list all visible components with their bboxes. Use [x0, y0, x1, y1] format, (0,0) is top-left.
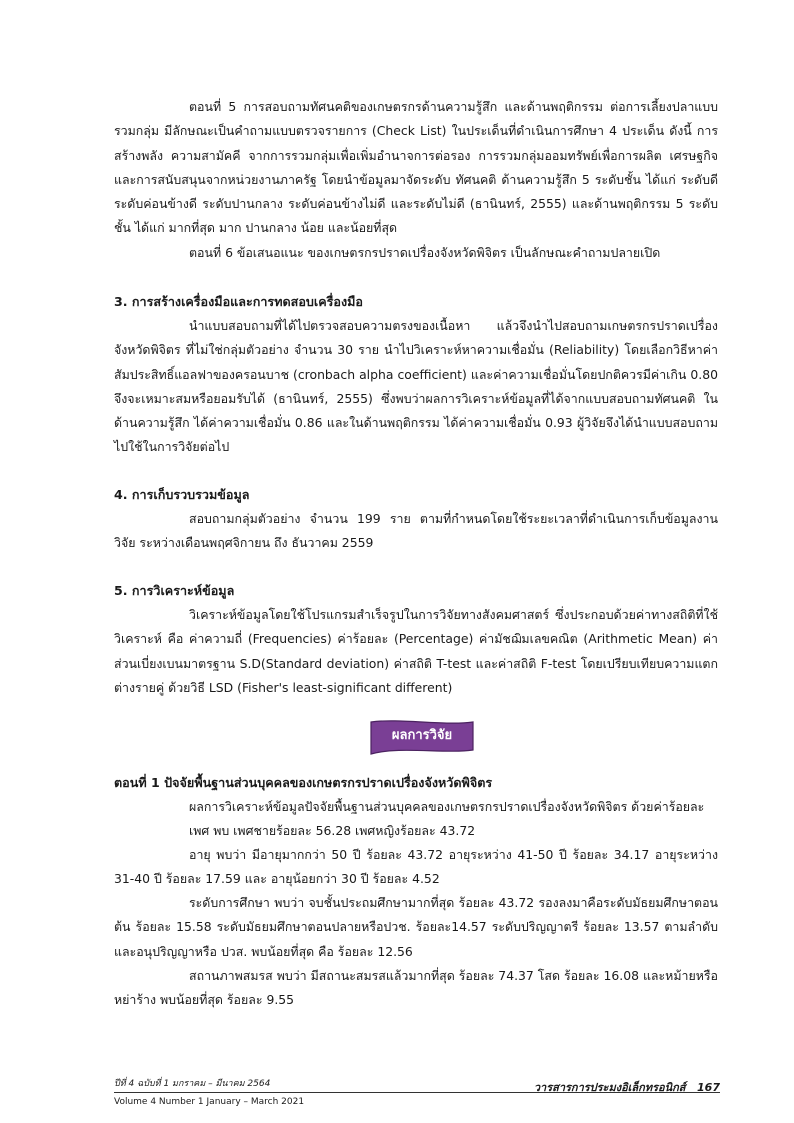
banner-label: ผลการวิจัย	[391, 728, 453, 743]
footer-journal	[534, 1080, 720, 1096]
section3-heading: 3. การสร้างเครื่องมือและการทดสอบเครื่องมือ	[114, 294, 363, 309]
section4-heading: 4. การเก็บรวบรวมข้อมูล	[114, 487, 250, 502]
part5-paragraph: ตอนที่ 5 การสอบถามทัศนคติของเกษตรกรด้านความรู้สึก และด้านพฤติกรรม ต่อการเลี้ยงปลาแบบรวมกลุ่ม มีลักษณะเป็นคำถามแบบตรวจรายการ (Check List) ในประเด็นที่ดำเนินการศึกษา 4 ประเด็น ดังนี้ การสร้างพลัง ความสามัคคี จากการรวมกลุ่มเพื่อเพิ่มอำนาจการต่อรอง การรวมกลุ่มออมทรัพย์เพื่อการผลิต เศรษฐกิจ และการสนับสนุนจากหน่วยงานภาครัฐ โดยนำข้อมูลมาจัดระดับ ทัศนคติ ด้านความรู้สึก 5 ระดับชั้น ได้แก่ ระดับดี ระดับค่อนข้างดี ระดับปานกลาง ระดับค่อนข้างไม่ดี และระดับไม่ดี (ธานินทร์, 2555) และด้านพฤติกรรม 5 ระดับชั้น ได้แก่ มากที่สุด มาก ปานกลาง น้อย และน้อยที่สุด	[114, 99, 718, 236]
page-number: 167	[697, 1081, 720, 1094]
result1-age: อายุ พบว่า มีอายุมากกว่า 50 ปี ร้อยละ 43.72 อายุระหว่าง 41-50 ปี ร้อยละ 34.17 อายุระหว่าง 31-40 ปี ร้อยละ 17.59 และ อายุน้อยกว่า 30 ปี ร้อยละ 4.52	[114, 847, 718, 887]
result1-marital: สถานภาพสมรส พบว่า มีสถานะสมรสแล้วมากที่สุด ร้อยละ 74.37 โสด ร้อยละ 16.08 และหม้ายหรือหย่าร้าง พบน้อยที่สุด ร้อยละ 9.55	[114, 968, 718, 1008]
result1-intro: ผลการวิเคราะห์ข้อมูลปัจจัยพื้นฐานส่วนบุคคลของเกษตรกรปราดเปรื่องจังหวัดพิจิตร ด้วยค่าร้อยละ	[189, 799, 705, 814]
section5-heading: 5. การวิเคราะห์ข้อมูล	[114, 583, 235, 598]
footer-issue-english: Volume 4 Number 1 January – March 2021	[114, 1097, 305, 1107]
section5-paragraph: วิเคราะห์ข้อมูลโดยใช้โปรแกรมสำเร็จรูปในการวิจัยทางสังคมศาสตร์ ซึ่งประกอบด้วยค่าทางสถิติที่ใช้วิเคราะห์ คือ ค่าความถี่ (Frequencies) ค่าร้อยละ (Percentage) ค่ามัชฌิมเลขคณิต (Arithmetic Mean) ค่าส่วนเบี่ยงเบนมาตรฐาน S.D(Standard deviation) ค่าสถิติ T-test และค่าสถิติ F-test โดยเปรียบเทียบความแตกต่างรายคู่ ด้วยวิธี LSD (Fisher's least-significant different)	[114, 607, 718, 695]
section3-paragraph: นำแบบสอบถามที่ได้ไปตรวจสอบความตรงของเนื้อหา แล้วจึงนำไปสอบถามเกษตรกรปราดเปรื่องจังหวัดพิจิตร ที่ไม่ใช่กลุ่มตัวอย่าง จำนวน 30 ราย นำไปวิเคราะห์หาความเชื่อมั่น (Reliability) โดยเลือกวิธีหาค่าสัมประสิทธิ์แอลฟาของครอนบาช (cronbach alpha coefficient) และค่าความเชื่อมั่นโดยปกติควรมีค่าเกิน 0.80 จึงจะเหมาะสมหรือยอมรับได้ (ธานินทร์, 2555) ซึ่งพบว่าผลการวิเคราะห์ข้อมูลที่ได้จากแบบสอบถามทัศนคติ ในด้านความรู้สึก ได้ค่าความเชื่อมั่น 0.86 และในด้านพฤติกรรม ได้ค่าความเชื่อมั่น 0.93 ผู้วิจัยจึงได้นำแบบสอบถามไปใช้ในการวิจัยต่อไป	[114, 318, 718, 455]
result1-gender: เพศ พบ เพศชายร้อยละ 56.28 เพศหญิงร้อยละ 43.72	[189, 823, 476, 838]
section4-paragraph: สอบถามกลุ่มตัวอย่าง จำนวน 199 ราย ตามที่กำหนดโดยใช้ระยะเวลาที่ดำเนินการเก็บข้อมูลงานวิจัย ระหว่างเดือนพฤศจิกายน ถึง ธันวาคม 2559	[114, 511, 718, 551]
result1-heading: ตอนที่ 1 ปัจจัยพื้นฐานส่วนบุคคลของเกษตรกรปราดเปรื่องจังหวัดพิจิตร	[114, 775, 493, 790]
part6-paragraph: ตอนที่ 6 ข้อเสนอแนะ ของเกษตรกรปราดเปรื่องจังหวัดพิจิตร เป็นลักษณะคำถามปลายเปิด	[189, 245, 661, 260]
journal-name: วารสารการประมงอิเล็กทรอนิกส์	[533, 1081, 686, 1094]
footer-issue-thai: ปีที่ 4 ฉบับที่ 1 มกราคม – มีนาคม 2564	[114, 1079, 271, 1089]
result1-education: ระดับการศึกษา พบว่า จบชั้นประถมศึกษามากที่สุด ร้อยละ 43.72 รองลงมาคือระดับมัธยมศึกษาตอนต้น ร้อยละ 15.58 ระดับมัธยมศึกษาตอนปลายหรือปวช. ร้อยละ14.57 ระดับปริญญาตรี ร้อยละ 13.57 ตามลำดับ และอนุปริญญาหรือ ปวส. พบน้อยที่สุด คือ ร้อยละ 12.56	[114, 895, 718, 959]
results-banner	[369, 719, 475, 757]
